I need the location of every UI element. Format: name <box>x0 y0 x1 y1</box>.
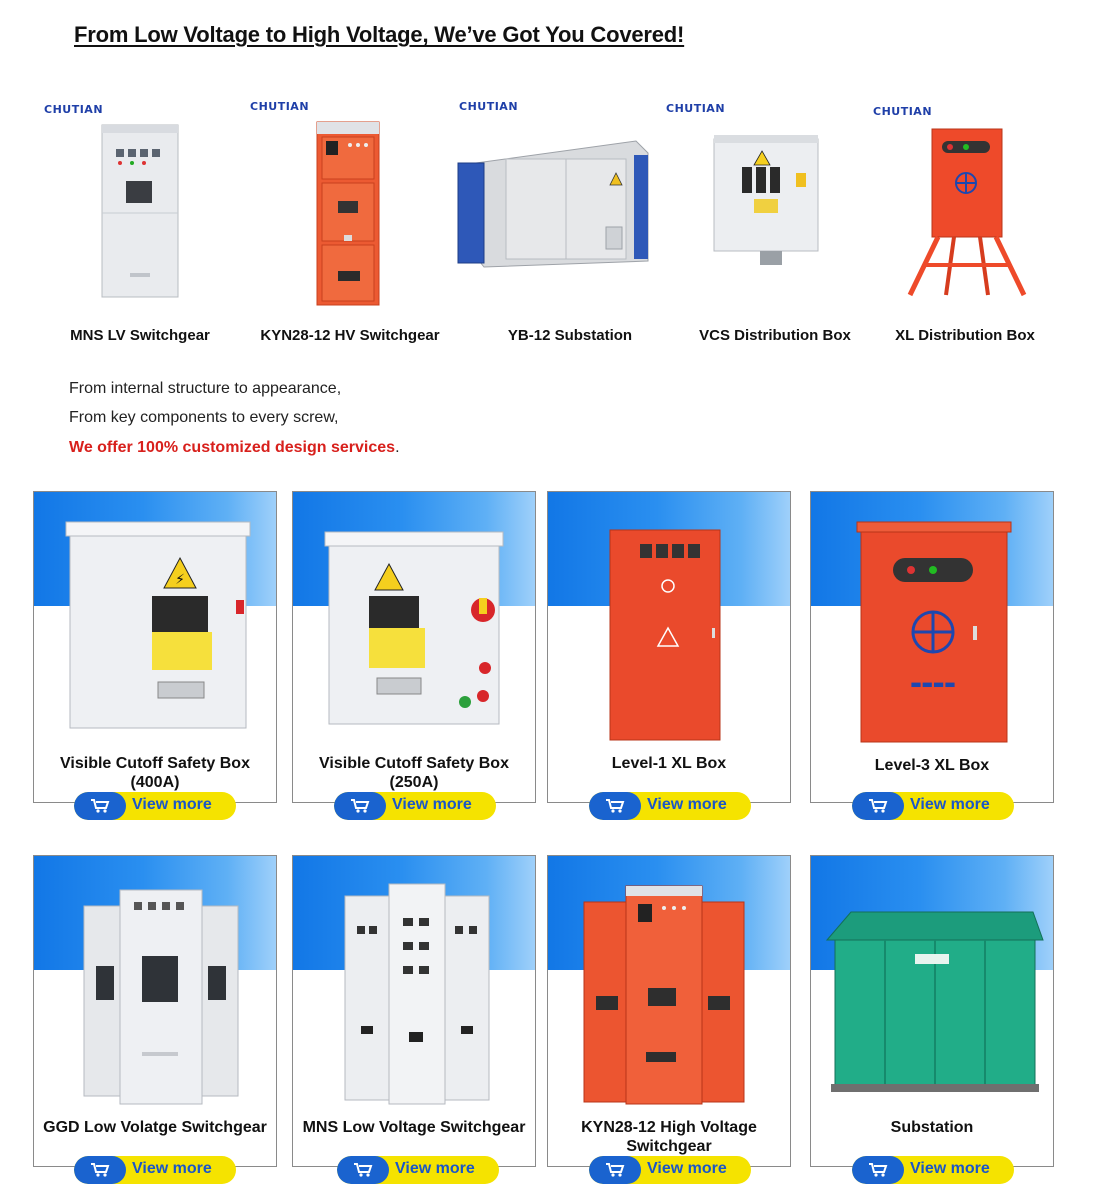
card-title: Substation <box>890 1119 974 1136</box>
svg-text:⚡: ⚡ <box>175 572 185 588</box>
view-more-label: View more <box>647 1160 727 1177</box>
vcs-distribution-box-image <box>712 135 820 275</box>
strip-item-xl-box[interactable] <box>870 95 1060 355</box>
chutian-logo: CHUTIAN <box>250 100 310 113</box>
product-card[interactable] <box>292 491 536 813</box>
product-card[interactable] <box>810 491 1054 813</box>
visible-cutoff-400a-image <box>34 492 276 747</box>
tagline-period: . <box>395 439 400 456</box>
strip-item-vcs-box[interactable] <box>660 95 890 355</box>
substation-image <box>811 856 1053 1111</box>
shopping-cart-icon <box>589 1156 641 1184</box>
view-more-button[interactable] <box>74 1156 236 1184</box>
strip-item-kyn28-hv[interactable] <box>250 95 450 355</box>
chutian-logo: CHUTIAN <box>666 102 726 115</box>
product-strip <box>40 95 1060 355</box>
view-more-button[interactable] <box>74 792 236 820</box>
product-card[interactable] <box>810 855 1054 1177</box>
chutian-logo: CHUTIAN <box>459 100 519 113</box>
shopping-cart-icon <box>337 1156 389 1184</box>
shopping-cart-icon <box>852 792 904 820</box>
card-title: Visible Cutoff Safety Box (400A) <box>60 755 250 791</box>
yb12-substation-image <box>456 133 652 268</box>
xl-distribution-box-image <box>904 127 1030 299</box>
chutian-logo: CHUTIAN <box>873 105 933 118</box>
svg-text:▬▬▬▬: ▬▬▬▬ <box>910 677 956 691</box>
view-more-button[interactable] <box>589 1156 751 1184</box>
level-1-xl-box-image <box>548 492 790 747</box>
tagline-line-1: From internal structure to appearance, <box>69 380 342 397</box>
tagline-line-3 <box>69 439 400 457</box>
tagline-highlight: We offer 100% customized design services <box>69 439 396 456</box>
view-more-button[interactable] <box>852 1156 1014 1184</box>
chutian-logo: CHUTIAN <box>44 103 104 116</box>
kyn28-switchgear-image <box>548 856 790 1111</box>
strip-label: KYN28-12 HV Switchgear <box>260 327 440 344</box>
card-title: GGD Low Volatge Switchgear <box>43 1119 267 1136</box>
card-title: Level-3 XL Box <box>874 757 990 774</box>
mns-switchgear-image <box>293 856 535 1111</box>
ggd-switchgear-image <box>34 856 276 1111</box>
product-card[interactable] <box>33 491 277 813</box>
view-more-button[interactable] <box>337 1156 499 1184</box>
view-more-button[interactable] <box>589 792 751 820</box>
card-title: Level-1 XL Box <box>611 755 727 772</box>
strip-label: VCS Distribution Box <box>699 327 851 344</box>
strip-label: XL Distribution Box <box>895 327 1035 344</box>
view-more-label: View more <box>392 796 472 813</box>
shopping-cart-icon <box>852 1156 904 1184</box>
shopping-cart-icon <box>334 792 386 820</box>
view-more-label: View more <box>647 796 727 813</box>
strip-label: MNS LV Switchgear <box>70 327 210 344</box>
view-more-label: View more <box>910 796 990 813</box>
view-more-label: View more <box>395 1160 475 1177</box>
kyn28-hv-switchgear-image <box>316 121 380 306</box>
view-more-button[interactable] <box>852 792 1014 820</box>
product-card[interactable] <box>292 855 536 1177</box>
shopping-cart-icon <box>74 792 126 820</box>
product-card[interactable] <box>547 855 791 1177</box>
product-card[interactable] <box>33 855 277 1177</box>
card-title: Visible Cutoff Safety Box (250A) <box>319 755 509 791</box>
level-3-xl-box-image <box>811 492 1053 747</box>
view-more-button[interactable] <box>334 792 496 820</box>
visible-cutoff-250a-image <box>293 492 535 747</box>
shopping-cart-icon <box>74 1156 126 1184</box>
view-more-label: View more <box>132 796 212 813</box>
view-more-label: View more <box>910 1160 990 1177</box>
shopping-cart-icon <box>589 792 641 820</box>
product-card[interactable] <box>547 491 791 813</box>
strip-label: YB-12 Substation <box>507 327 633 344</box>
mns-lv-switchgear-image <box>100 123 180 298</box>
card-title: MNS Low Voltage Switchgear <box>302 1119 526 1136</box>
view-more-label: View more <box>132 1160 212 1177</box>
page-headline: From Low Voltage to High Voltage, We’ve Got You Covered! <box>74 22 685 47</box>
strip-item-mns-lv[interactable] <box>40 95 240 355</box>
tagline-line-2: From key components to every screw, <box>69 409 339 426</box>
card-title: KYN28-12 High Voltage Switchgear <box>581 1119 757 1155</box>
strip-item-yb12-substation[interactable] <box>450 95 690 355</box>
